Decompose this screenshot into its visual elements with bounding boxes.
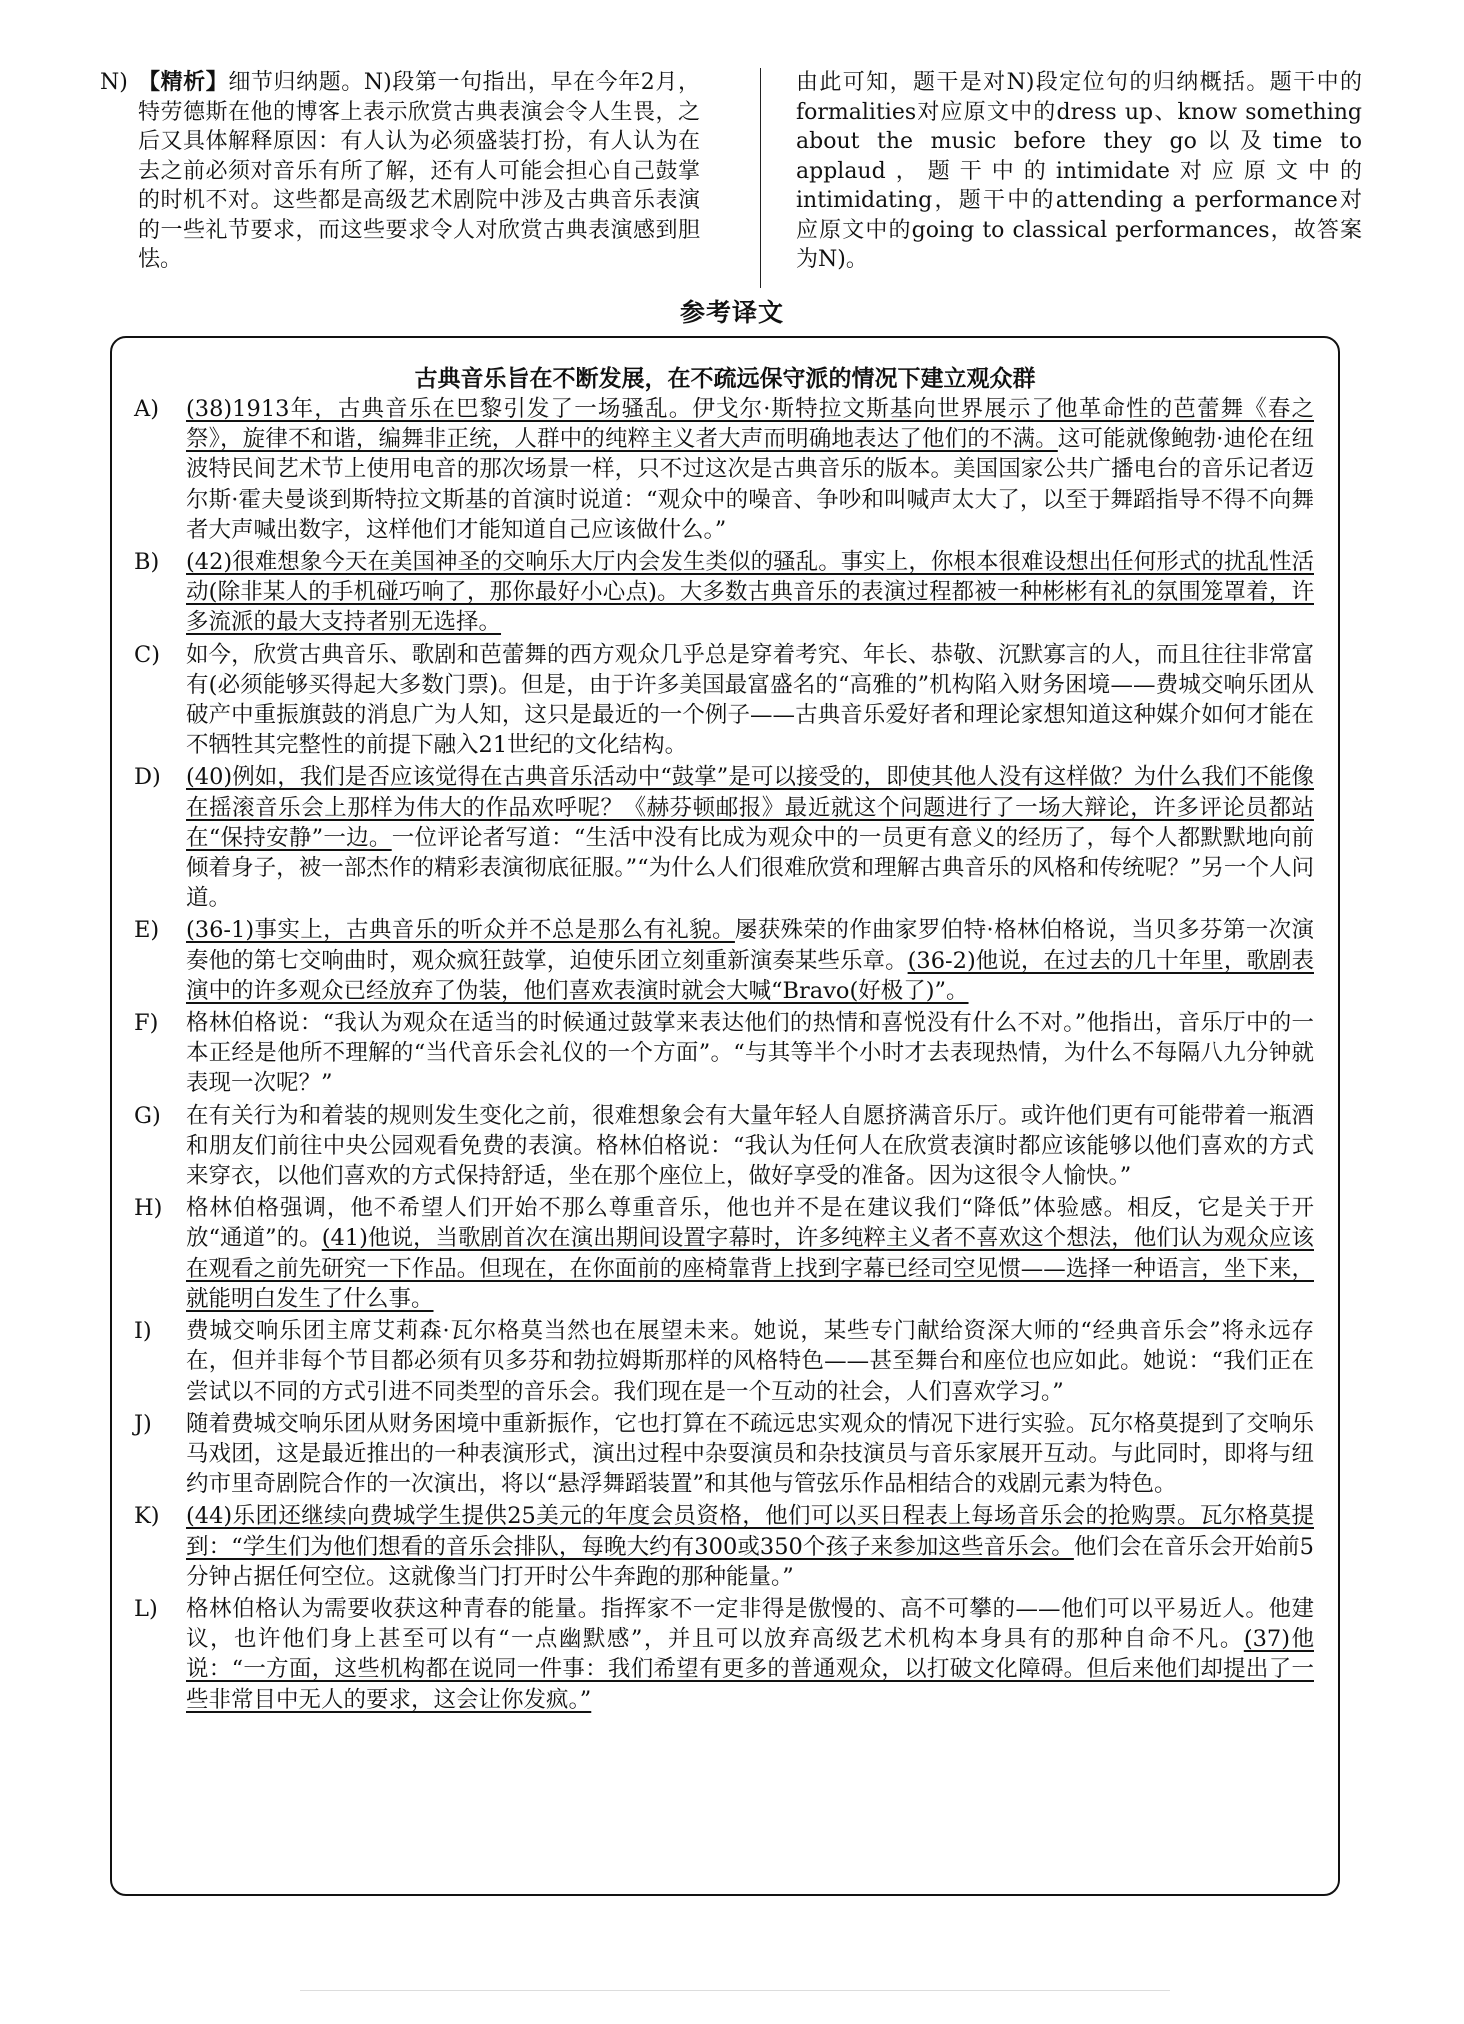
paragraph-j (134, 1409, 1314, 1500)
paragraph-text: 如今，欣赏古典音乐、歌剧和芭蕾舞的西方观众几乎总是穿着考究、年长、恭敬、沉默寡言的人，而且往往非常富有(必须能够买得起大多数门票)。但是，由于许多美国最富盛名的“高雅的”机构陷入财务困境——费城交响乐团从破产中重振旗鼓的消息广为人知，这只是最近的一个例子——古典音乐爱好者和理论家想知道这种媒介如何才能在不牺牲其完整性的前提下融入21世纪的文化结构。 (186, 641, 1314, 759)
paragraph-label: A) (134, 396, 160, 422)
paragraph-text: 这可能就像鲍勃·迪伦在纽波特民间艺术节上使用电音的那次场景一样，只不过这次是古典音乐的版本。美国国家公共广播电台的音乐记者迈尔斯·霍夫曼谈到斯特拉文斯基的首演时说道：“观众中的噪音、争吵和叫喊声太大了，以至于舞蹈指导不得不向舞者大声喊出数字，这样他们才能知道自己应该做什么。” (186, 426, 1314, 543)
paragraph-text: 随着费城交响乐团从财务困境中重新振作，它也打算在不疏远忠实观众的情况下进行实验。瓦尔格莫提到了交响乐马戏团，这是最近推出的一种表演形式，演出过程中杂耍演员和杂技演员与音乐家展开互动。与此同时，即将与纽约市里奇剧院合作的一次演出，将以“悬浮舞蹈装置”和其他与管弦乐作品相结合的戏剧元素为特色。 (186, 1410, 1314, 1498)
analysis-left-text: 细节归纳题。N)段第一句指出，早在今年2月，特劳德斯在他的博客上表示欣赏古典表演会令人生畏，之后又具体解释原因：有人认为必须盛装打扮，有人认为在去之前必须对音乐有所了解，还有人可能会担心自己鼓掌的时机不对。这些都是高级艺术剧院中涉及古典音乐表演的一些礼节要求，而这些要求令人对欣赏古典表演感到胆怯。 (138, 70, 700, 272)
paragraph-d (134, 762, 1314, 913)
paragraph-i (134, 1316, 1314, 1407)
paragraph-label: F) (134, 1010, 159, 1037)
paragraph-g (134, 1101, 1314, 1192)
paragraph-text: 格林伯格强调，他不希望人们开始不那么尊重音乐，他也并不是在建议我们“降低”体验感。相反，它是关于开放“通道”的。 (186, 1195, 1314, 1252)
translation-title: 古典音乐旨在不断发展，在不疏远保守派的情况下建立观众群 (414, 365, 1036, 392)
paragraph-label: K) (134, 1503, 160, 1530)
paragraph-label: B) (134, 549, 160, 576)
paragraph-label: E) (134, 917, 160, 944)
paragraph-text: 一位评论者写道：“生活中没有比成为观众中的一员更有意义的经历了，每个人都默默地向前倾着身子，被一部杰作的精彩表演彻底征服。”“为什么人们很难欣赏和理解古典音乐的风格和传统呢？”另一个人问道。 (186, 824, 1314, 912)
paragraph-b (134, 547, 1314, 638)
translation-box (110, 336, 1340, 1896)
paragraph-text: 屡获殊荣的作曲家罗伯特·格林伯格说，当贝多芬第一次演奏他的第七交响曲时，观众疯狂鼓掌，迫使乐团立刻重新演奏某些乐章。 (186, 917, 1314, 974)
paragraph-label: J) (134, 1410, 152, 1437)
underlined-text: (38)1913年，古典音乐在巴黎引发了一场骚乱。伊戈尔·斯特拉文斯基向世界展示了他革命性的芭蕾舞《春之祭》，旋律不和谐，编舞非正统，人群中的纯粹主义者大声而明确地表达了他们的不满。 (186, 396, 1314, 453)
paragraph-h (134, 1193, 1314, 1314)
paragraph-label: I) (134, 1318, 152, 1345)
paragraph-label: G) (134, 1102, 161, 1129)
paragraph-label: L) (134, 1595, 158, 1622)
paragraph-c (134, 640, 1314, 761)
paragraph-text: 在有关行为和着装的规则发生变化之前，很难想象会有大量年轻人自愿挤满音乐厅。或许他们更有可能带着一瓶酒和朋友们前往中央公园观看免费的表演。格林伯格说：“我认为任何人在欣赏表演时都应该能够以他们喜欢的方式来穿衣，以他们喜欢的方式保持舒适，坐在那个座位上，做好享受的准备。因为这很令人愉快。” (186, 1102, 1314, 1190)
section-title: 参考译文 (679, 298, 784, 327)
paragraph-e (134, 915, 1314, 1006)
analysis-right-column: 由此可知，题干是对N)段定位句的归纳概括。题干中的formalities对应原文中的dress up、know something about the music before they go以及time to applaud，题干中的intimidate对应原文中的intimidating，题干中的attending a performance对应原文中的going to classical performances，故答案为N)。 (796, 70, 1362, 272)
analysis-tag: 【精析】 (138, 69, 229, 95)
underlined-text: (36-1)事实上，古典音乐的听众并不总是那么有礼貌。 (186, 917, 735, 944)
paragraph-text: 他们会在音乐会开始前5分钟占据任何空位。这就像当门打开时公牛奔跑的那种能量。” (186, 1533, 1314, 1590)
paragraph-label: C) (134, 641, 160, 668)
analysis-label: N) (100, 70, 128, 95)
translation-paragraphs (134, 394, 1314, 1717)
underlined-text-2: (37)他说：“一方面，这些机构都在说同一件事：我们希望有更多的普通观众，以打破文化障碍。但后来他们却提出了一些非常目中无人的要求，这会让你发疯。” (186, 1626, 1314, 1713)
column-divider (760, 68, 761, 288)
paragraph-k (134, 1501, 1314, 1592)
paragraph-text: 格林伯格说：“我认为观众在适当的时候通过鼓掌来表达他们的热情和喜悦没有什么不对。”他指出，音乐厅中的一本正经是他所不理解的“当代音乐会礼仪的一个方面”。“与其等半个小时才去表现热情，为什么不每隔八九分钟就表现一次呢？” (186, 1010, 1314, 1097)
underlined-text: (42)很难想象今天在美国神圣的交响乐大厅内会发生类似的骚乱。事实上，你根本很难设想出任何形式的扰乱性活动(除非某人的手机碰巧响了，那你最好小心点)。大多数古典音乐的表演过程都被一种彬彬有礼的氛围笼罩着，许多流派的最大支持者别无选择。 (186, 549, 1314, 636)
footer-divider (300, 1990, 1170, 1991)
paragraph-text: 格林伯格认为需要收获这种青春的能量。指挥家不一定非得是傲慢的、高不可攀的——他们可以平易近人。他建议，也许他们身上甚至可以有“一点幽默感”，并且可以放弃高级艺术机构本身具有的那种自命不凡。 (186, 1595, 1314, 1653)
paragraph-f (134, 1008, 1314, 1099)
paragraph-label: H) (134, 1195, 163, 1222)
analysis-left-body (138, 68, 700, 275)
analysis-left-column (100, 68, 700, 275)
paragraph-text: 费城交响乐团主席艾莉森·瓦尔格莫当然也在展望未来。她说，某些专门献给资深大师的“经典音乐会”将永远存在，但并非每个节目都必须有贝多芬和勃拉姆斯那样的风格特色——甚至舞台和座位也应如此。她说：“我们正在尝试以不同的方式引进不同类型的音乐会。我们现在是一个互动的社会，人们喜欢学习。” (186, 1318, 1314, 1405)
analysis-section (100, 68, 1362, 278)
underlined-text-2: (41)他说，当歌剧首次在演出期间设置字幕时，许多纯粹主义者不喜欢这个想法，他们认为观众应该在观看之前先研究一下作品。但现在，在你面前的座椅靠背上找到字幕已经司空见惯——选择一种语言，坐下来，就能明白发生了什么事。 (186, 1225, 1314, 1312)
underlined-text-2: (36-2)他说，在过去的几十年里，歌剧表演中的许多观众已经放弃了伪装，他们喜欢表演时就会大喊“Bravo(好极了)”。 (186, 947, 1314, 1004)
paragraph-l (134, 1594, 1314, 1715)
paragraph-label: D) (134, 764, 161, 791)
underlined-text: (44)乐团还继续向费城学生提供25美元的年度会员资格，他们可以买日程表上每场音乐会的抢购票。瓦尔格莫提到：“学生们为他们想看的音乐会排队，每晚大约有300或350个孩子来参加这些音乐会。 (186, 1503, 1314, 1560)
paragraph-a (134, 394, 1314, 545)
underlined-text: (40)例如，我们是否应该觉得在古典音乐活动中“鼓掌”是可以接受的，即使其他人没有这样做？为什么我们不能像在摇滚音乐会上那样为伟大的作品欢呼呢？《赫芬顿邮报》最近就这个问题进行了一场大辩论，许多评论员都站在“保持安静”一边。 (186, 764, 1314, 851)
